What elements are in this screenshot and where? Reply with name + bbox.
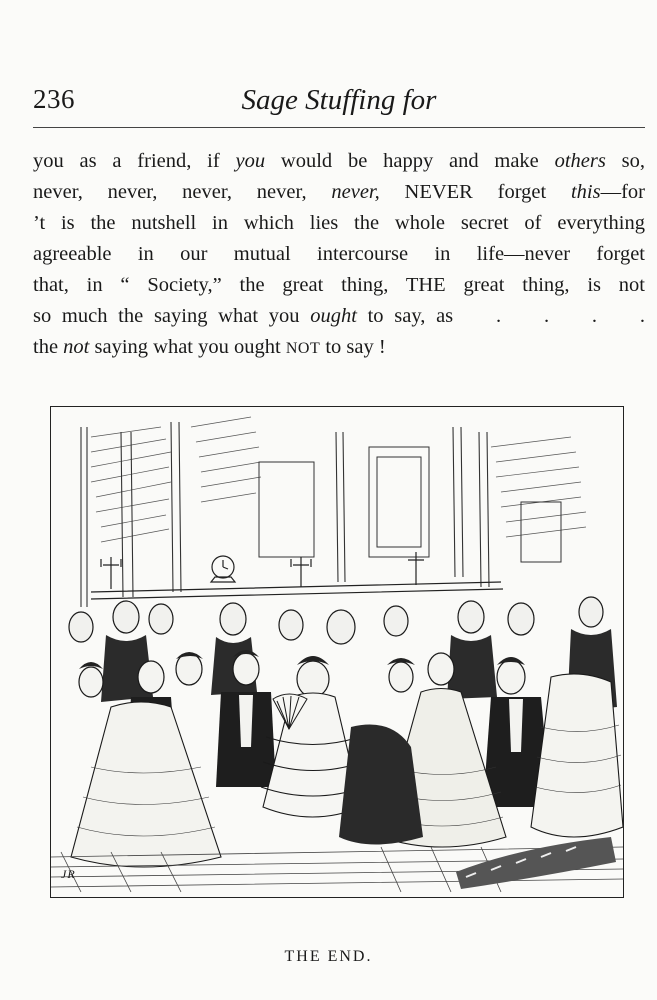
background-hatching (91, 417, 586, 542)
italic-text: others (554, 150, 606, 172)
text-line (33, 208, 645, 239)
back-row-guests (69, 597, 603, 644)
italic-text: ought (310, 305, 357, 327)
wall-panels (259, 447, 561, 562)
header-rule (33, 127, 645, 128)
text-line (33, 301, 645, 332)
page-number: 236 (33, 84, 75, 114)
text-run: to say, as . . . . (356, 305, 645, 327)
artist-signature: JR (61, 867, 76, 881)
text-line (33, 332, 645, 363)
italic-text: you (235, 150, 266, 172)
page-header (33, 84, 645, 124)
text-run: ’t is the nutshell in which lies the whole secret of everything (33, 212, 645, 234)
text-run: the (33, 336, 64, 358)
small-caps-text: NOT (285, 340, 321, 357)
engraving-drawing (51, 407, 623, 897)
text-line (33, 239, 645, 270)
the-end: THE END. (284, 948, 373, 965)
text-run: so much the saying what you (33, 305, 311, 327)
columns (81, 422, 489, 607)
text-run: agreeable in our mutual intercourse in life—never forget (33, 243, 645, 265)
text-run: saying what you ought (89, 336, 286, 358)
italic-text: not (63, 336, 90, 358)
mantelpiece (91, 552, 503, 599)
text-run: —for (600, 181, 645, 203)
text-line (33, 270, 645, 301)
text-run: never, never, never, never, (33, 181, 332, 203)
text-run: to say ! (320, 336, 386, 358)
text-run: so, (605, 150, 645, 172)
text-line (33, 177, 645, 208)
text-run: that, in “ Society,” the great thing, THE great thing, is not (33, 274, 645, 296)
italic-text: this (570, 181, 601, 203)
running-head: Sage Stuffing for (241, 84, 437, 116)
text-run: NEVER forget (379, 181, 571, 203)
ballroom-illustration (50, 406, 624, 898)
text-run: you as a friend, if (33, 150, 236, 172)
body-paragraph (33, 146, 645, 363)
text-run: would be happy and make (265, 150, 555, 172)
text-line (33, 146, 645, 177)
patterned-train (456, 837, 616, 889)
italic-text: never, (331, 181, 380, 203)
